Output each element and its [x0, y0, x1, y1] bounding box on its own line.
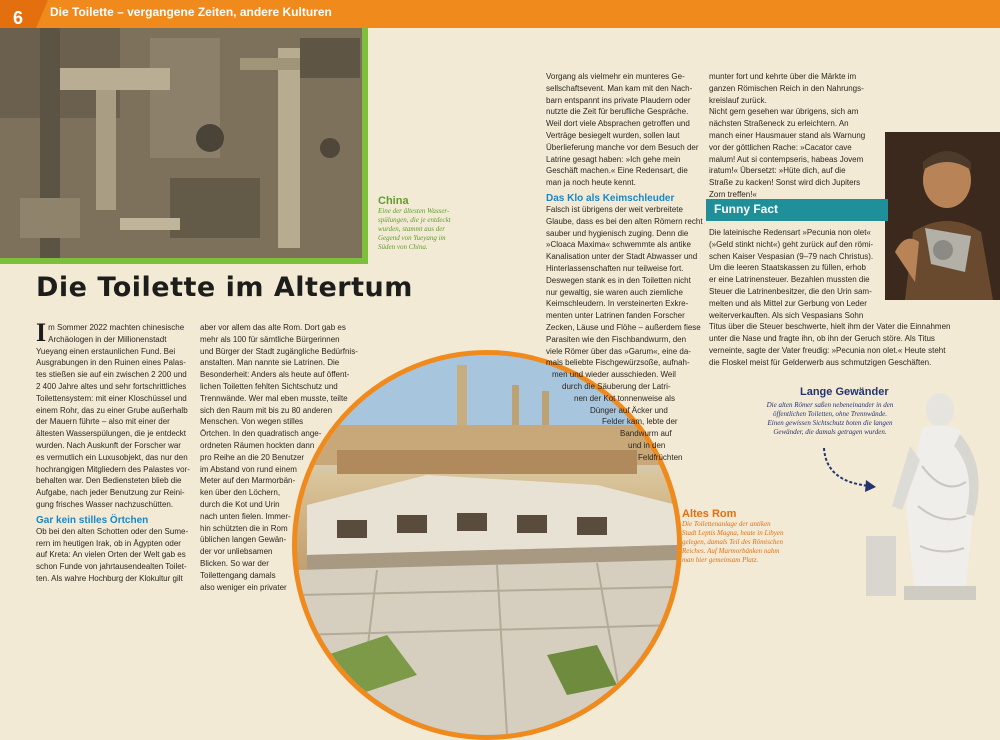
funny-fact-title: Funny Fact: [714, 202, 779, 216]
header-fold: [36, 0, 48, 28]
column-3: Vorgang als vielmehr ein munteres Ge- sellschaftsevent. Man kam mit den Nach- barn entspannt ins private Plaudern oder nutzte die Zeit für berufliche Gespräche. Weil dort viele Absprachen getroffen und Verträge besiegelt wurden, sollen laut Überlieferung manche vor dem Besuch der Latrine gesagt haben: »Ich gehe mein Geschäft machen.« Eine Redensart, die man ja noch heute kennt. Das Klo als Keimschleuder Falsch ist übrigens der weit verbreitete Glaube, dass es bei den alten Römern recht sauber und hygienisch zuging. Denn die »Cloaca Maxima« schwemmte als antike Kanalisation unter der Stadt Abwasser und Hinterlassenschaften nur teilweise fort. Deswegen stank es in den Toiletten nicht nur gewaltig, sie waren auch ziemliche Keimschleudern. In versteinerten Exkre- menten unter Latrinen fanden Forscher Zecken, Läuse und Flöhe – außerdem fiese Parasiten wie den Fischbandwurm, den viele Römer über das »Garum«, eine da- mals beliebte Fischgewürzsoße, aufnah- men und wieder ausschieden. Weil durch die Säuberung der Latri- nen der Kot tonnenweise als Dünger auf Äcker und Felder kam, lebte der Bandwurm auf und in den Feldfrüchten: [546, 71, 706, 464]
funny-fact-text: Die lateinische Redensart »Pecunia non olet« (»Geld stinkt nicht«) geht zurück auf den römi- schen Kaiser Vespasian (9–79 nach Christus). Um die leeren Staatskassen zu füllen, erhob er eine Latrinensteuer. Bezahlen mussten die Steuer die Latrinenbesitzer, die den Urin sam- melten und als Mittel zur Gerbung von Leder weiterverkauften. Als sich Vespasians Sohn Titus über die Steuer beschwerte, hielt ihm der Vater die Einnahmen unter die Nase und fragte ihn, ob ihn der Geruch störe. Als Titus verneinte, sagte der Vater freudig: »Pecunia non olet.« Heute steht die Floskel meist für Gelderwerb aus schmutzigen Geschäften.: [709, 228, 951, 367]
subhead-keimschleuder: Das Klo als Keimschleuder: [546, 192, 675, 204]
china-caption-text: Eine der ältesten Wasser- spülungen, die je entdeckt wurden, stammt aus der Gegend von Yueyang im Süden von China.: [378, 207, 451, 251]
section-title: Die Toilette – vergangene Zeiten, andere Kulturen: [50, 5, 332, 19]
gewaender-title: Lange Gewänder: [800, 386, 889, 398]
page-number: 6: [0, 0, 36, 36]
column-1: I m Sommer 2022 machten chinesische Archäologen in der Millionenstadt Yueyang einen erstaunlichen Fund. Bei Ausgrabungen in den Ruinen eines Palas- tes stießen sie auf ein zwischen 2 200 und 2 400 Jahre altes und sehr fortschrittliches Toilettensystem: mit einer Kloschüssel und einem Rohr, das zu einer Grube außerhalb der Mauern führte – also mit einer der ältesten Wasserspülungen, die je entdeckt wurden. Nach Auskunft der Forscher war es vermutlich ein Luxusobjekt, das nur den hochrangigen Mitgliedern des Palastes vor- behalten war. Den Bediensteten blieb die Aufgabe, nach jeder Benutzung zur Reini- gung frisches Wasser nachzuschütten. Gar kein stilles Örtchen Ob bei den alten Schotten oder den Sume- rern im heutigen Irak, ob in Ägypten oder auf Kreta: An vielen Orten der Welt gab es schon Funde von jahrtausendealten Toilet- ten. Als wahre Hochburg der Klokultur gilt: [36, 322, 194, 585]
column-2: aber vor allem das alte Rom. Dort gab es mehr als 100 für sämtliche Bürgerinnen und Bürger der Stadt zugängliche Bedürfnis- anstalten. Man nannte sie Latrinen. Die Besonderheit: Anders als heute auf öffent- lichen Toiletten fehlten Sichtschutz und Trennwände. Wer mal eben musste, teilte sich den Raum mit bis zu 80 anderen Menschen. Von wegen stilles Örtchen. In den quadratisch ange- ordneten Räumen hockten dann pro Reihe an die 20 Benutzer im Abstand von rund einem Meter auf den Marmorbän- ken über den Löchern, durch die Kot und Urin nach unten fielen. Immer- hin schützten die in Rom üblichen langen Gewän- der vor unliebsamen Blicken. So war der Toilettengang damals also weniger ein privater: [200, 323, 358, 592]
roman-statue: [862, 386, 1000, 606]
china-caption: [378, 195, 478, 252]
rom-caption-title: Altes Rom: [682, 508, 737, 520]
rom-caption-text: Die Toilettenanlage der antiken Stadt Leptis Magna, heute in Libyen gelegen, damals Teil des Römischen Reiches. Auf Marmorbänken nahm man hier gemeinsam Platz.: [682, 520, 784, 564]
dropcap: I: [36, 318, 47, 347]
china-frame-right: [362, 28, 368, 264]
excavation-illustration: [0, 28, 366, 260]
china-caption-title: China: [378, 195, 409, 207]
rom-caption: [682, 508, 832, 565]
column-4: munter fort und kehrte über die Märkte im ganzen Römischen Reich in den Nahrungs- kreislauf zurück. Nicht gern gesehen war übrigens, sich am nächsten Straßeneck zu erleichtern. An manch einer Hausmauer stand als Warnung vor der göttlichen Rache: »Cacator cave malum! Aut si contempseris, habeas Jovem iratum!« Übersetzt: »Hüte dich, auf die Straße zu kacken! Sonst wird dich Jupiters Zorn treffen!«: [709, 72, 866, 199]
china-excavation-photo: [0, 28, 366, 260]
gewaender-text: Die alten Römer saßen nebeneinander in den öffentlichen Toiletten, ohne Trennwände. Einen gewissen Sichtschutz boten die langen Gewänder, die damals getragen wurden.: [766, 401, 894, 436]
main-title: Die Toilette im Altertum: [36, 272, 413, 303]
china-frame-bottom: [0, 258, 368, 264]
subhead-stilles-oertchen: Gar kein stilles Örtchen: [36, 514, 149, 526]
